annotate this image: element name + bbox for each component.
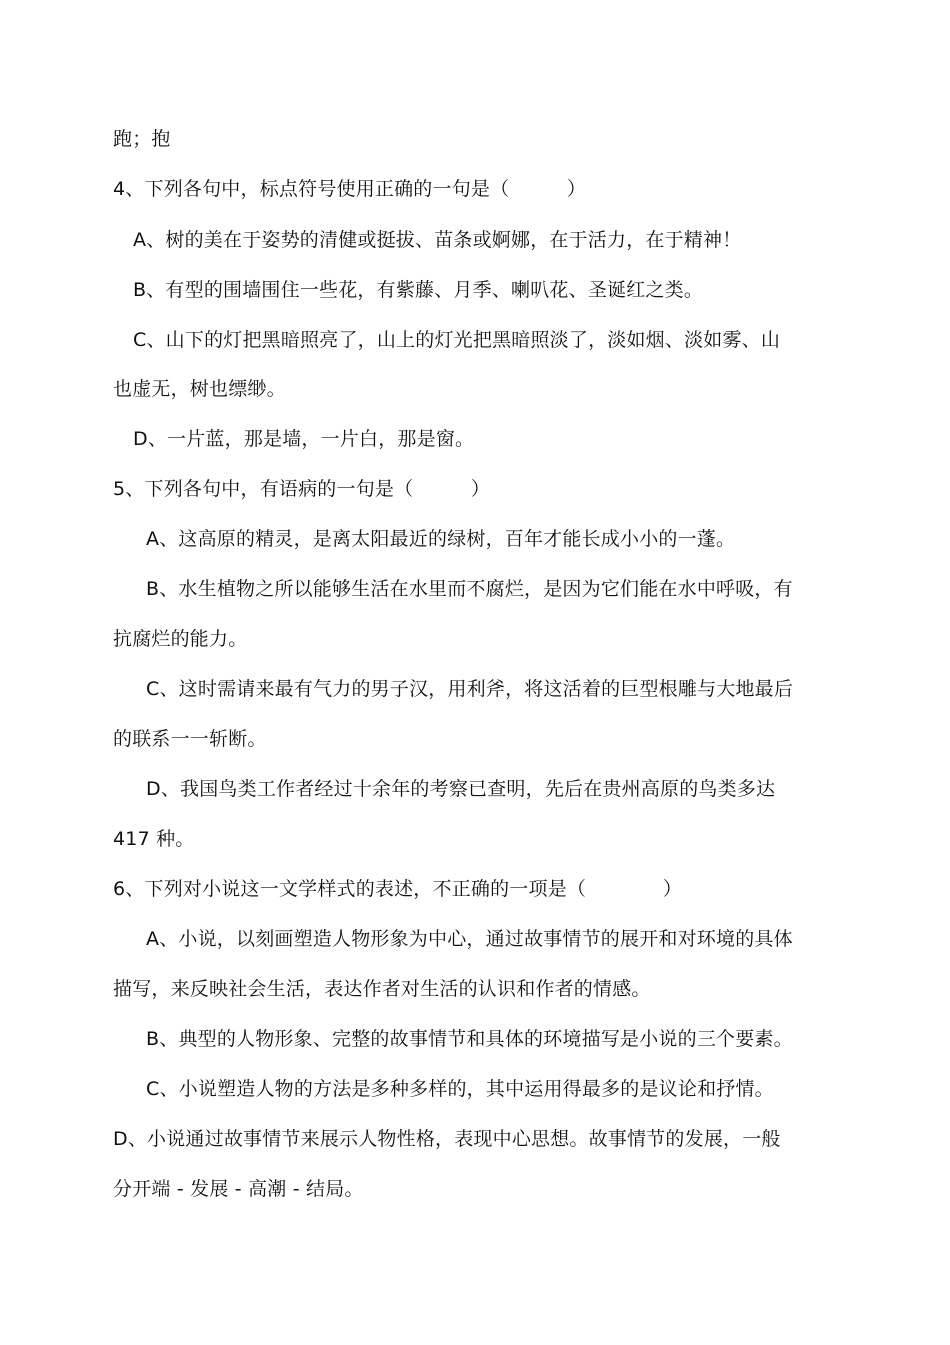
question-5-option-b-continued: 抗腐烂的能力。 <box>113 628 248 650</box>
question-5-option-b: B、水生植物之所以能够生活在水里而不腐烂，是因为它们能在水中呼吸，有 <box>146 578 793 600</box>
question-5-option-d-continued: 417 种。 <box>113 828 195 850</box>
question-6-option-d: D、小说通过故事情节来展示人物性格，表现中心思想。故事情节的发展，一般 <box>113 1128 781 1150</box>
question-6-stem: 6、下列对小说这一文学样式的表述，不正确的一项是（ ） <box>113 878 683 900</box>
question-5-stem: 5、下列各句中，有语病的一句是（ ） <box>113 478 491 500</box>
question-5-option-c: C、这时需请来最有气力的男子汉，用利斧，将这活着的巨型根雕与大地最后 <box>146 678 794 700</box>
question-6-option-a-continued: 描写，来反映社会生活，表达作者对生活的认识和作者的情感。 <box>113 978 651 1000</box>
question-6-option-a: A、小说，以刻画塑造人物形象为中心，通过故事情节的展开和对环境的具体 <box>146 928 793 950</box>
text-line-continuation: 跑；抱 <box>113 128 171 150</box>
question-4-option-d: D、一片蓝，那是墙，一片白，那是窗。 <box>133 428 475 450</box>
question-6-option-b: B、典型的人物形象、完整的故事情节和具体的环境描写是小说的三个要素。 <box>146 1028 793 1050</box>
question-6-option-d-continued: 分开端 - 发展 - 高潮 - 结局。 <box>113 1178 364 1200</box>
question-4-option-a: A、树的美在于姿势的清健或挺拔、苗条或婀娜，在于活力，在于精神！ <box>133 229 742 251</box>
question-4-option-b: B、有型的围墙围住一些花，有紫藤、月季、喇叭花、圣诞红之类。 <box>133 279 704 301</box>
question-5-option-a: A、这高原的精灵，是离太阳最近的绿树，百年才能长成小小的一蓬。 <box>146 528 736 550</box>
question-5-option-c-continued: 的联系一一斩断。 <box>113 728 267 750</box>
question-4-stem: 4、下列各句中，标点符号使用正确的一句是（ ） <box>113 178 587 200</box>
question-6-option-c: C、小说塑造人物的方法是多种多样的，其中运用得最多的是议论和抒情。 <box>146 1078 774 1100</box>
question-5-option-d: D、我国鸟类工作者经过十余年的考察已查明，先后在贵州高原的鸟类多达 <box>146 778 776 800</box>
question-4-option-c-continued: 也虚无，树也缥缈。 <box>113 378 286 400</box>
question-4-option-c: C、山下的灯把黑暗照亮了，山上的灯光把黑暗照淡了，淡如烟、淡如雾、山 <box>133 329 781 351</box>
